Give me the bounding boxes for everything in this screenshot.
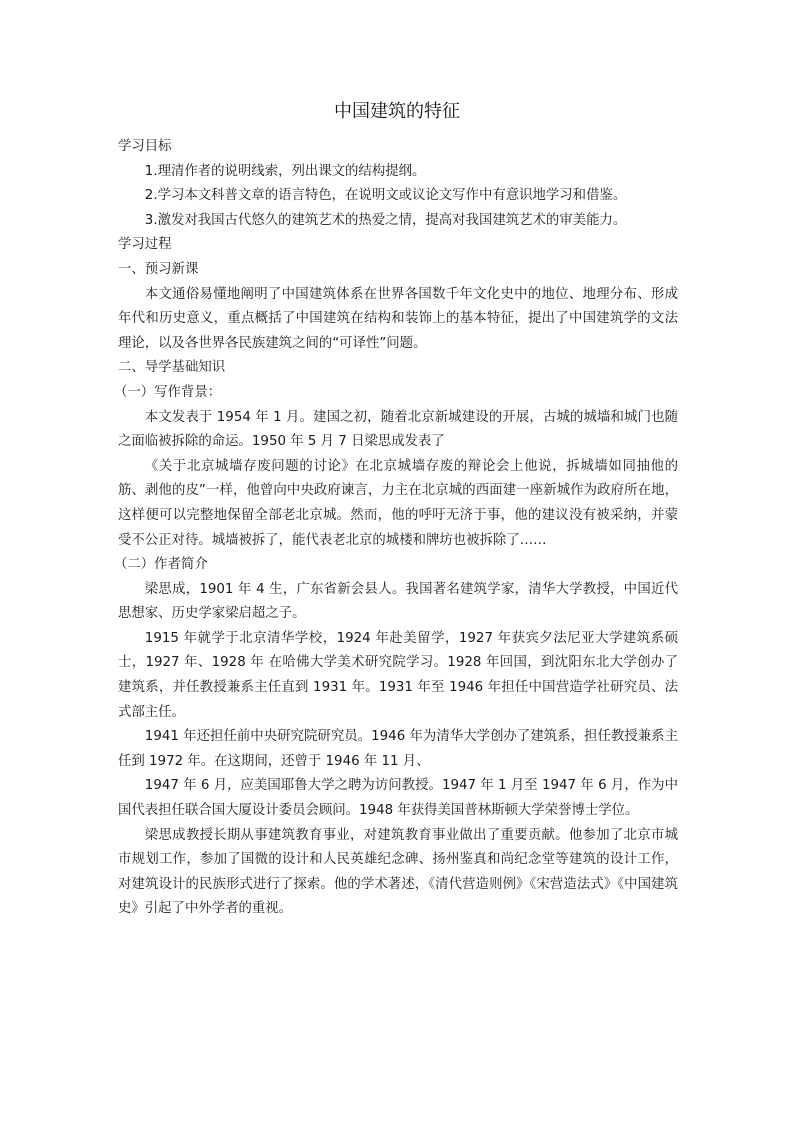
- subsection-heading: （二）作者简介: [113, 557, 208, 573]
- body-paragraph: 1941 年还担任前中央研究院研究员。1946 年为清华大学创办了建筑系，担任教授兼系主任到 1972 年。在这期间，还曾于 1946 年 11 月、: [118, 729, 678, 769]
- body-paragraph: 梁思成，1901 年 4 生，广东省新会县人。我国著名建筑学家，清华大学教授，中国近代思想家、历史学家梁启超之子。: [118, 581, 678, 622]
- section-heading: 学习目标: [118, 139, 172, 154]
- body-paragraph: 1915 年就学于北京清华学校，1924 年赴美留学，1927 年获宾夕法尼亚大学建筑系硕士，1927 年、1928 年 在哈佛大学美术研究院学习。1928 年回国，到沈阳东北大学创办了建筑系，并任教授兼系主任直到 1931 年。1931 年至 1946 年担任中国营造学社研究员、法式部主任。: [118, 630, 678, 720]
- subsection-heading: （一）写作背景：: [113, 384, 222, 400]
- body-paragraph: 《关于北京城墙存废问题的讨论》在北京城墙存废的辩论会上他说，拆城墙如同抽他的筋、剥他的皮”一样，他曾向中央政府谏言，力主在北京城的西面建一座新城作为政府所在地，这样便可以完整地保留全部老北京城。然而，他的呼吁无济于事，他的建议没有被采纳，并蒙受不公正对待。城墙被拆了，能代表老北京的城楼和牌坊也被拆除了……: [118, 458, 678, 548]
- document-body: [113, 135, 678, 922]
- document-title: 中国建筑的特征: [334, 101, 460, 122]
- body-paragraph: 梁思成教授长期从事建筑教育事业，对建筑教育事业做出了重要贡献。他参加了北京市城市规划工作，参加了国微的设计和人民英雄纪念碑、扬州鉴真和尚纪念堂等建筑的设计工作，对建筑设计的民族形式进行了探索。他的学术著述，《清代营造则例》《宋营造法式》《中国建筑史》引起了中外学者的重视。: [118, 827, 678, 917]
- section-heading: 二、导学基础知识: [118, 360, 226, 376]
- objective-item: 2.学习本文科普文章的语言特色，在说明文或议论文写作中有意识地学习和借鉴。: [144, 188, 627, 204]
- body-paragraph: 本文发表于 1954 年 1 月。建国之初，随着北京新城建设的开展，古城的城墙和城门也随之面临被拆除的命运。1950 年 5 月 7 日梁思成发表了: [118, 409, 678, 450]
- body-paragraph: 本文通俗易懂地阐明了中国建筑体系在世界各国数千年文化史中的地位、地理分布、形成年代和历史意义，重点概括了中国建筑在结构和装饰上的基本特征，提出了中国建筑学的文法理论，以及各世界各民族建筑之间的“可译性”问题。: [118, 286, 678, 351]
- section-heading: 一、预习新课: [118, 261, 199, 277]
- section-heading: 学习过程: [118, 237, 172, 253]
- objective-item: 1.理清作者的说明线索，列出课文的结构提纲。: [144, 163, 426, 179]
- body-paragraph: 1947 年 6 月，应美国耶鲁大学之聘为访问教授。1947 年 1 月至 1947 年 6 月，作为中国代表担任联合国大厦设计委员会顾问。1948 年获得美国普林斯顿大学荣誉博士学位。: [118, 778, 678, 819]
- objective-item: 3.激发对我国古代悠久的建筑艺术的热爱之情，提高对我国建筑艺术的审美能力。: [144, 212, 627, 228]
